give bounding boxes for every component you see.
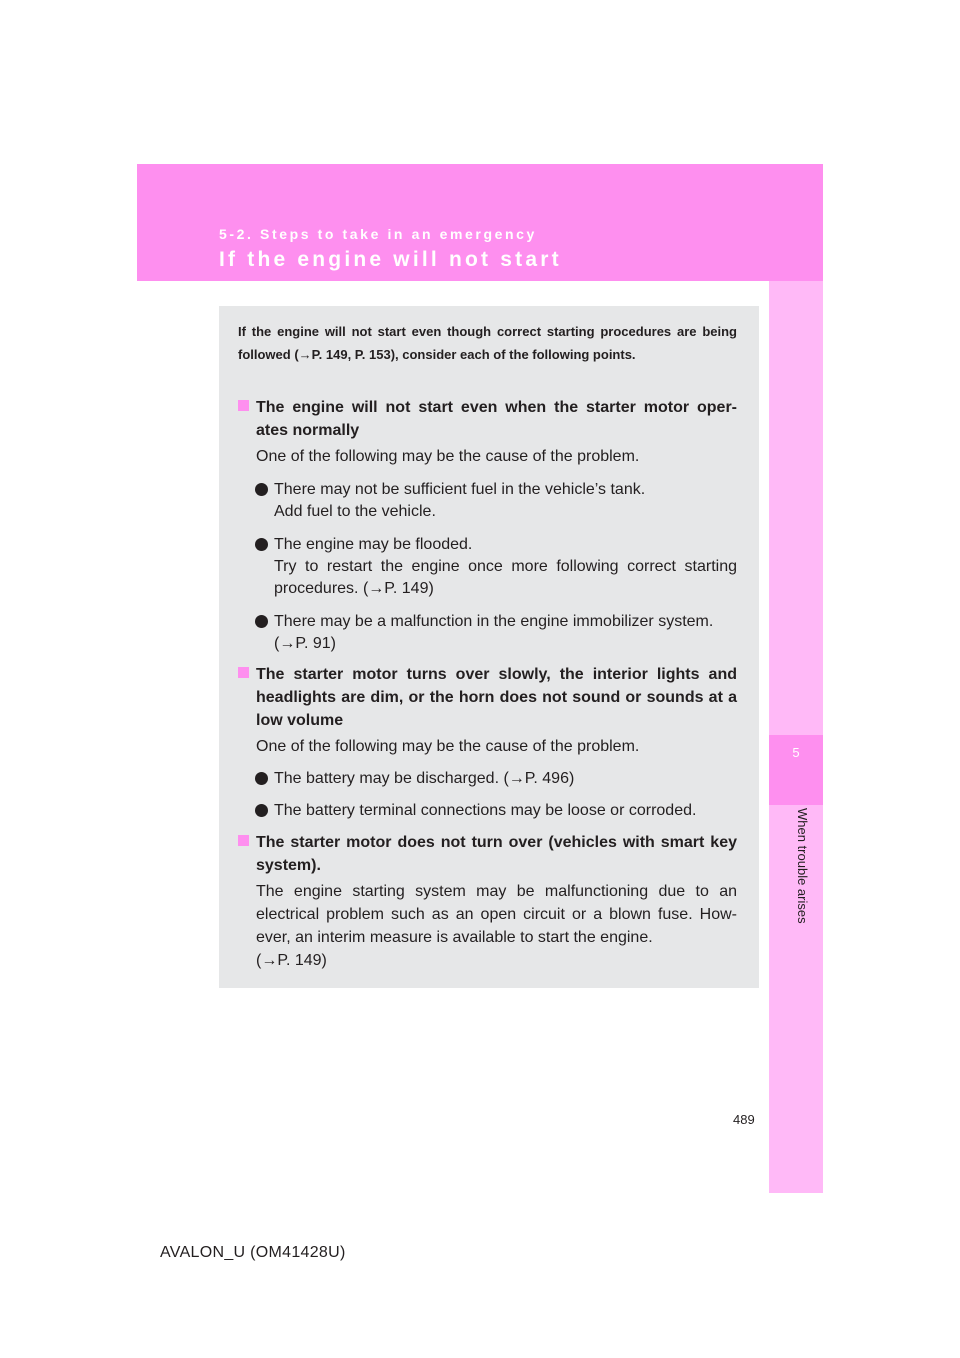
list-item-subtext: Add fuel to the vehicle. xyxy=(274,503,436,520)
section-heading-row xyxy=(238,831,737,877)
list-item-text: There may be a malfunction in the engine immobilizer system. xyxy=(274,613,714,630)
section-description: One of the following may be the cause of the problem. xyxy=(256,448,640,465)
section-description: The engine starting system may be malfunctioning due to an electrical problem such as an open circuit or a blown fuse. How- ever, an interim measure is available to start the engine. xyxy=(256,883,737,946)
bullet-dot-icon xyxy=(255,772,268,785)
side-strip xyxy=(769,281,823,1193)
section-heading-row xyxy=(238,663,737,732)
list-item xyxy=(238,768,737,790)
bullet-dot-icon xyxy=(255,615,268,628)
intro-text: If the engine will not start even though correct starting procedures are being followed (→P. 149, P. 153), consider each of the following points. xyxy=(238,324,737,362)
bullet-dot-icon xyxy=(255,804,268,817)
section-description: One of the following may be the cause of the problem. xyxy=(256,738,640,755)
section-heading: The starter motor does not turn over (vehicles with smart key system). xyxy=(256,834,737,874)
chapter-number: 5 xyxy=(792,745,800,760)
section-heading-row xyxy=(238,396,737,442)
page-reference: (→P. 149) xyxy=(256,952,327,969)
list-item-text: There may not be sufficient fuel in the vehicle’s tank. xyxy=(274,481,646,498)
bullet-dot-icon xyxy=(255,538,268,551)
bullet-dot-icon xyxy=(255,483,268,496)
section-engine-no-start xyxy=(238,396,737,655)
square-bullet-icon xyxy=(238,835,249,846)
list-item-subtext: Try to restart the engine once more following correct starting procedures. (→P. 149) xyxy=(274,558,737,597)
page-title: If the engine will not start xyxy=(219,248,562,271)
square-bullet-icon xyxy=(238,667,249,678)
square-bullet-icon xyxy=(238,400,249,411)
list-item xyxy=(238,534,737,600)
footer-model-code: AVALON_U (OM41428U) xyxy=(160,1244,346,1261)
section-starter-slow xyxy=(238,663,737,822)
list-item-text: The engine may be flooded. xyxy=(274,536,473,553)
section-label: 5-2. Steps to take in an emergency xyxy=(219,226,537,242)
list-item xyxy=(238,611,737,655)
section-heading: The starter motor turns over slowly, the interior lights and headlights are dim, or the horn does not sound or sounds at a low volume xyxy=(256,666,737,729)
list-item-text: The battery may be discharged. (→P. 496) xyxy=(274,770,575,787)
header-band xyxy=(137,164,823,281)
list-item-subtext: (→P. 91) xyxy=(274,635,336,652)
list-item xyxy=(238,800,737,822)
page-number: 489 xyxy=(733,1112,755,1127)
content-box xyxy=(219,306,759,988)
chapter-title: When trouble arises xyxy=(795,808,810,924)
section-starter-no-turn xyxy=(238,831,737,972)
section-heading: The engine will not start even when the starter motor oper- ates normally xyxy=(256,399,737,439)
chapter-tab[interactable] xyxy=(769,735,823,805)
list-item xyxy=(238,479,737,523)
list-item-text: The battery terminal connections may be loose or corroded. xyxy=(274,802,697,819)
